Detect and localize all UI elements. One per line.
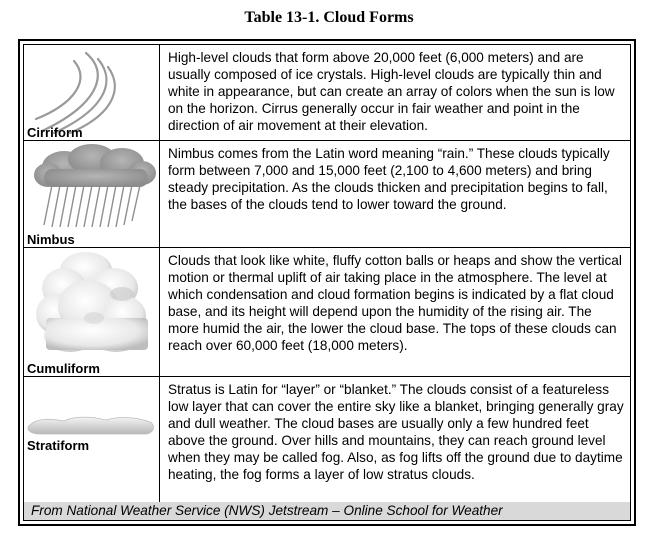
table-row-cirriform <box>24 45 630 141</box>
cumulus-cloud-icon <box>24 248 159 376</box>
table-row-stratiform <box>24 377 630 505</box>
row-label: Nimbus <box>27 232 75 247</box>
row-label: Stratiform <box>27 438 90 453</box>
row-label: Cirriform <box>27 125 83 140</box>
table-inner-border <box>23 44 631 521</box>
source-footer: From National Weather Service (NWS) Jetstream – Online School for Weather <box>24 502 630 520</box>
image-cell <box>24 45 160 140</box>
image-cell <box>24 248 160 376</box>
cloud-forms-table <box>18 39 636 526</box>
table-title: Table 13-1. Cloud Forms <box>244 9 414 26</box>
table-row-cumuliform <box>24 248 630 377</box>
table-row-nimbus <box>24 141 630 248</box>
row-description: High-level clouds that form above 20,000 feet (6,000 meters) and are usually composed of ice crystals. High-level clouds are typically thin and white in appearance, but can create an array of colors when the sun is low on the horizon. Cirrus generally occur in fair weather and point in the direction of air movement at their elevation. <box>168 50 615 133</box>
row-description: Clouds that look like white, fluffy cotton balls or heaps and show the vertical motion or thermal uplift of air taking place in the atmosphere. The level at which condensation and cloud formation begins is indicated by a flat cloud base, and its height will depend upon the humidity of the rising air. The more humid the air, the lower the cloud base. The tops of these clouds can reach over 60,000 feet (18,000 meters). <box>168 253 622 353</box>
row-description: Nimbus comes from the Latin word meaning “rain.” These clouds typically form between 7,000 and 15,000 feet (2,100 to 4,600 meters) and bring steady precipitation. As the clouds thicken and precipitation begins to fall, the bases of the clouds tend to lower toward the ground. <box>168 146 610 212</box>
image-cell <box>24 377 160 504</box>
row-description: Stratus is Latin for “layer” or “blanket.” The clouds consist of a featureless low layer that can cover the entire sky like a blanket, bringing generally gray and dull weather. The cloud bases are usually only a few hundred feet above the ground. Over hills and mountains, they can reach ground level when they may be called fog. Also, as fog lifts off the ground due to daytime heating, the fog forms a layer of low stratus clouds. <box>168 382 624 482</box>
row-label: Cumuliform <box>27 361 100 376</box>
image-cell <box>24 141 160 247</box>
